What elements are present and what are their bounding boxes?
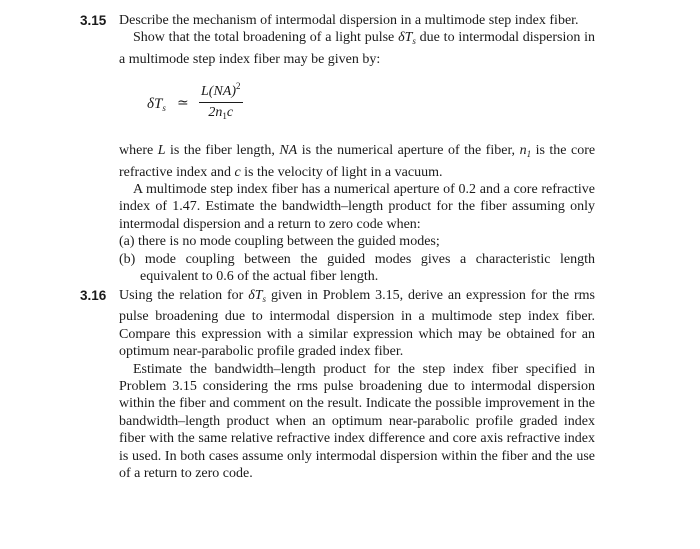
equation-fraction bbox=[199, 78, 243, 125]
intro-text: Show that the total broadening of a light pulse bbox=[133, 30, 395, 46]
approx-sign: ≃ bbox=[177, 96, 189, 112]
problem-body bbox=[119, 12, 595, 285]
equation-lhs: $\delta T_s$ bbox=[147, 96, 166, 114]
problem-paragraph-2: Estimate the bandwidth–length product for the step index fiber specified in Problem 3.15 considering the rms pulse broadening due to intermodal dispersion within the fiber and comment on the result. Indicate the possible improvement in the bandwidth–length product when an optimum near-parabolic profile graded index fiber with the same relative refractive index difference and core axis refractive index is used. In both cases assume only intermodal dispersion within the fiber and the use of a return to zero code. bbox=[119, 361, 595, 482]
sub-question-a: (a) there is no mode coupling between the guided modes; bbox=[119, 234, 440, 250]
problem-intro bbox=[119, 12, 595, 29]
variable-definitions: where L is the fiber length, NA is the numerical aperture of the fiber, $n_1$ is the core refractive index and c is the velocity of light in a vacuum. bbox=[119, 143, 596, 180]
problem-body bbox=[119, 287, 595, 482]
fraction-numerator: L(NA)$^2$ bbox=[199, 78, 243, 102]
problem-paragraph: Using the relation for $\delta T_s$ given in Problem 3.15, derive an expression for the rms pulse broadening due to intermodal dispersion in a multimode step index fiber. Compare this expression with a similar expression which may be obtained for an optimum near-parabolic profile graded index fiber. bbox=[119, 288, 596, 360]
problem-paragraph: A multimode step index fiber has a numerical aperture of 0.2 and a core refractive index of 1.47. Estimate the bandwidth–length product for the fiber assuming only intermodal dispersion and a return to zero code when: bbox=[119, 182, 595, 232]
delta-t-symbol: $\delta T_s$ bbox=[398, 30, 416, 47]
intro-text-cont: due to intermodal dispersion in a multimode step index fiber may be given by: bbox=[119, 30, 596, 67]
fraction-denominator: $2n_1c$ bbox=[208, 104, 234, 121]
sub-question-b: (b) mode coupling between the guided modes gives a characteristic length equivalent to 0.6 of the actual fiber length. bbox=[119, 251, 595, 285]
intro-line-1: Describe the mechanism of intermodal dispersion in a multimode step index fiber. bbox=[119, 13, 579, 28]
problem-number: 3.16 bbox=[80, 288, 107, 303]
problem-number: 3.15 bbox=[80, 13, 107, 28]
problem-intro-cont bbox=[119, 29, 595, 68]
equation bbox=[119, 76, 595, 136]
